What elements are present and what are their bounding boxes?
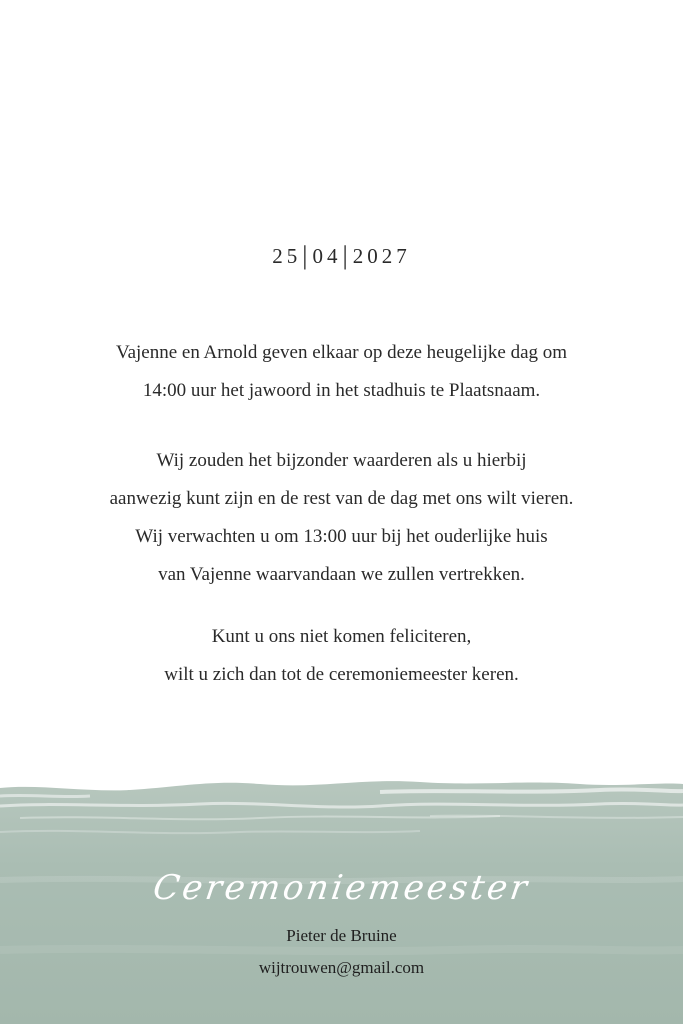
date-month: 04 <box>312 244 342 268</box>
paragraph-line: aanwezig kunt zijn en de rest van de dag met ons wilt vieren. <box>109 488 574 509</box>
date-year: 2027 <box>352 244 411 268</box>
paragraph-line: van Vajenne waarvandaan we zullen vertrekken. <box>158 564 525 585</box>
paragraph-line: wilt u zich dan tot de ceremoniemeester keren. <box>164 664 519 685</box>
wedding-date <box>0 240 683 270</box>
paragraph-line: Wij verwachten u om 13:00 uur bij het ouderlijke huis <box>135 526 548 547</box>
paragraph-line: Vajenne en Arnold geven elkaar op deze heugelijke dag om <box>115 342 568 363</box>
invitation-paragraph <box>0 442 683 594</box>
paragraph-line: 14:00 uur het jawoord in het stadhuis te Plaatsnaam. <box>142 380 541 401</box>
ceremony-paragraph <box>0 334 683 410</box>
paragraph-line: Kunt u ons niet komen feliciteren, <box>211 626 472 647</box>
paragraph-line: Wij zouden het bijzonder waarderen als u hierbij <box>156 450 527 471</box>
date-day: 25 <box>272 244 302 268</box>
ceremony-master-name: Pieter de Bruine <box>286 926 397 945</box>
ceremony-master-title: Ceremoniemeester <box>150 868 533 908</box>
date-separator-1: | <box>302 241 312 270</box>
congratulations-paragraph <box>0 618 683 694</box>
date-separator-2: | <box>342 241 352 270</box>
ceremony-master-email: wijtrouwen@gmail.com <box>258 958 425 977</box>
